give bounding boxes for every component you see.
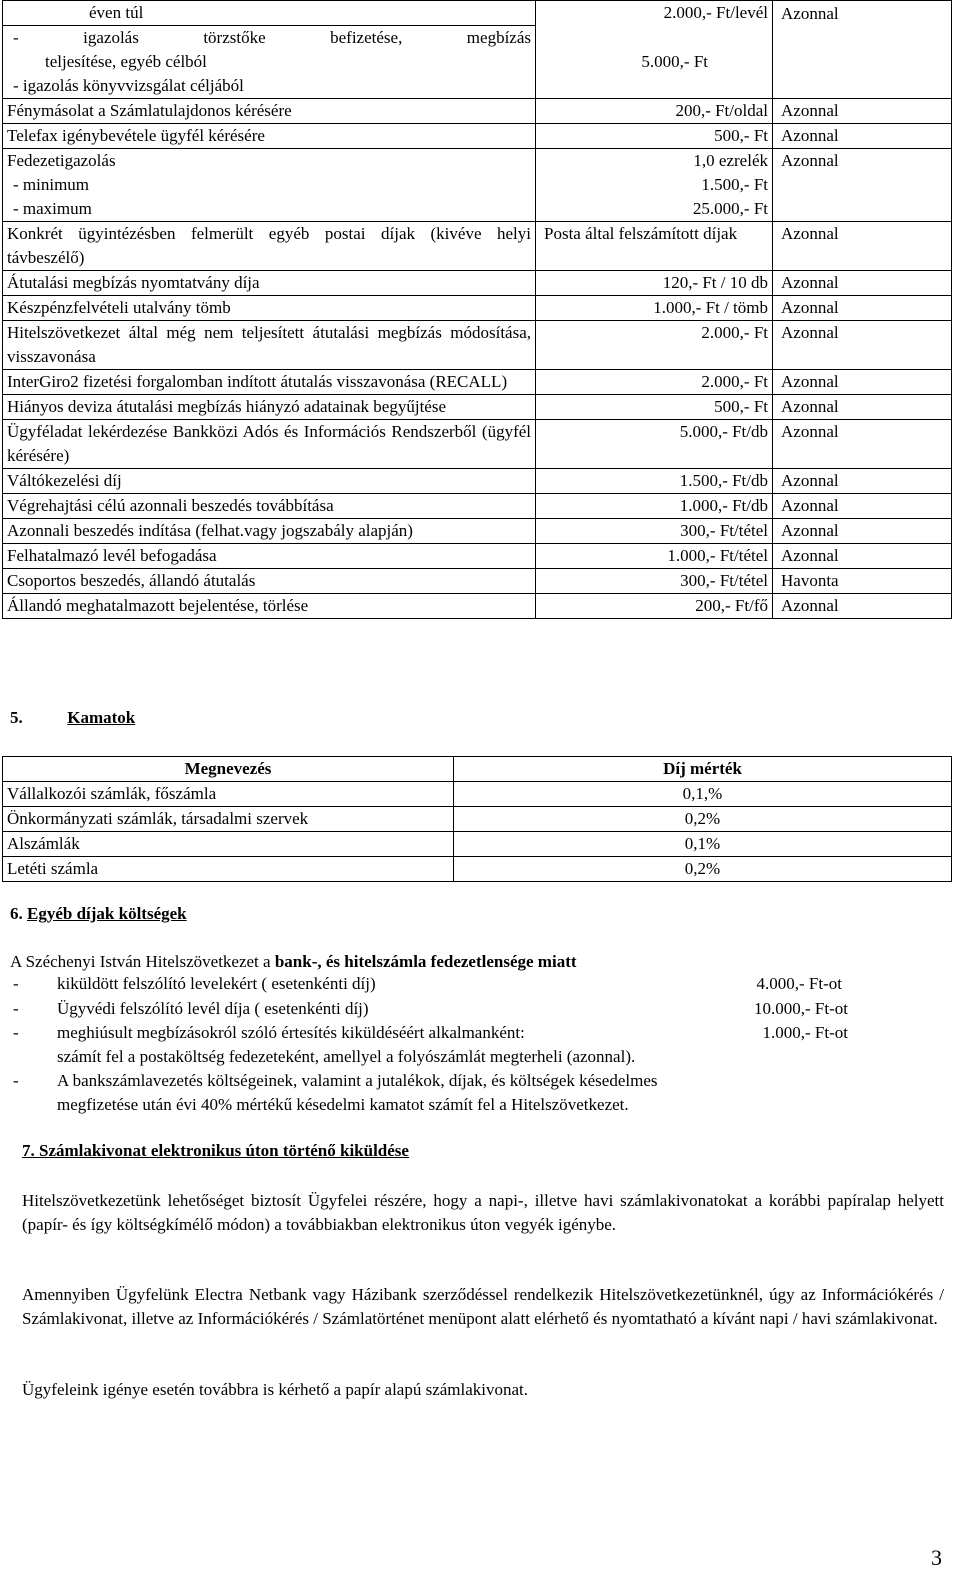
section-7-paragraph-1: Hitelszövetkezetünk lehetőséget biztosít Ügyfelei részére, hogy a napi-, illetve havi számlakivonatokat a korábbi papíralap helyett (papír- és így költségkímélő módon) a továbbiakban elektronikus úton vegyék igénybe. [22, 1191, 944, 1234]
table-row [3, 469, 952, 494]
section-5-heading [10, 708, 135, 728]
fee-when: Azonnal [773, 296, 952, 321]
table-row [3, 395, 952, 420]
table-row [3, 807, 952, 832]
column-header-value: Díj mérték [454, 757, 952, 782]
fee-when: Azonnal [773, 420, 952, 469]
fee-amount: Posta által felszámított díjak [536, 222, 773, 271]
list-text-line: A bankszámlavezetés költségeinek, valamint a jutalékok, díjak, és költségek késedelmes [57, 1071, 658, 1090]
list-item [10, 1069, 890, 1117]
fee-amount: 2.000,- Ft/levél [536, 1, 773, 26]
fee-amount: 120,- Ft / 10 db [536, 271, 773, 296]
fee-desc: Felhatalmazó levél befogadása [3, 544, 536, 569]
fee-desc: InterGiro2 fizetési forgalomban indított átutalás visszavonása (RECALL) [3, 370, 536, 395]
fee-amount: 500,- Ft [536, 395, 773, 420]
table-row [3, 857, 952, 882]
list-text-line: megfizetése után évi 40% mértékű késedelmi kamatot számít fel a Hitelszövetkezet. [57, 1095, 629, 1114]
list-item [10, 1021, 880, 1045]
fee-desc: Konkrét ügyintézésben felmerült egyéb postai díjak (kivéve helyi távbeszélő) [3, 222, 536, 271]
section-7-heading [22, 1141, 409, 1161]
fee-desc-line: - igazolás törzstőke befizetése, megbízás [13, 28, 531, 47]
fee-amount: 1.000,- Ft / tömb [536, 296, 773, 321]
table-row [3, 569, 952, 594]
section-number: 5. [10, 708, 23, 727]
fee-amount: 2.000,- Ft [536, 370, 773, 395]
rate-value: 0,2% [454, 807, 952, 832]
column-header-name: Megnevezés [3, 757, 454, 782]
fee-desc: Hiányos deviza átutalási megbízás hiányzó adatainak begyűjtése [3, 395, 536, 420]
list-amount: 1.000,- Ft-ot [762, 1023, 848, 1042]
rate-name: Letéti számla [3, 857, 454, 882]
table-row [3, 594, 952, 619]
rate-value: 0,1,% [454, 782, 952, 807]
section-title: Egyéb díjak költségek [27, 904, 187, 923]
table-row [3, 544, 952, 569]
fee-desc: Hitelszövetkezet által még nem teljesített átutalási megbízás módosítása, visszavonása [3, 321, 536, 370]
fee-amount: 1.000,- Ft/db [536, 494, 773, 519]
fee-amount: 300,- Ft/tétel [536, 519, 773, 544]
fee-when: Azonnal [773, 99, 952, 124]
fee-amount-line: 1,0 ezrelék [693, 151, 768, 170]
fee-when: Azonnal [773, 519, 952, 544]
fee-amount-value: 5.000,- Ft [641, 51, 708, 71]
section-title: Kamatok [67, 708, 136, 727]
fee-desc-line: - maximum [13, 199, 92, 218]
list-dash: - [13, 974, 19, 993]
fee-desc: Azonnali beszedés indítása (felhat.vagy jogszabály alapján) [3, 519, 536, 544]
list-dash: - [13, 1071, 19, 1090]
table-row [3, 420, 952, 469]
fee-table [2, 0, 952, 619]
fee-when: Azonnal [773, 494, 952, 519]
fee-desc: Váltókezelési díj [3, 469, 536, 494]
fee-desc: Fénymásolat a Számlatulajdonos kérésére [3, 99, 536, 124]
fee-when: Azonnal [773, 594, 952, 619]
fee-amount: 2.000,- Ft [536, 321, 773, 370]
table-row [3, 321, 952, 370]
fee-amount-multiline [536, 149, 773, 222]
list-item [10, 997, 880, 1021]
fee-when: Azonnal [773, 544, 952, 569]
fee-amount-line: 25.000,- Ft [692, 199, 768, 218]
table-row [3, 99, 952, 124]
table-row [3, 124, 952, 149]
section-title: 7. Számlakivonat elektronikus úton történő kiküldése [22, 1141, 409, 1160]
table-row [3, 296, 952, 321]
rate-value: 0,1% [454, 832, 952, 857]
fee-when: Azonnal [773, 321, 952, 370]
fee-amount: 300,- Ft/tétel [536, 569, 773, 594]
fee-when: Havonta [773, 569, 952, 594]
fee-when: Azonnal [773, 149, 952, 222]
table-row [3, 271, 952, 296]
intro-bold: bank-, és hitelszámla fedezetlensége miatt [274, 952, 577, 971]
list-text: kiküldött felszólító levelekért ( esetenkénti díj) [57, 974, 376, 993]
fee-desc-multiline [3, 149, 536, 222]
table-row [3, 494, 952, 519]
fee-when: Azonnal [773, 469, 952, 494]
table-row [3, 26, 952, 99]
fee-desc: Készpénzfelvételi utalvány tömb [3, 296, 536, 321]
fee-amount: 200,- Ft/oldal [536, 99, 773, 124]
fee-desc-line: - igazolás könyvvizsgálat céljából [13, 76, 244, 95]
list-text: Ügyvédi felszólító levél díja ( esetenkénti díj) [57, 999, 369, 1018]
table-row [3, 832, 952, 857]
fee-when: Azonnal [773, 370, 952, 395]
table-row [3, 782, 952, 807]
section-6-heading [10, 904, 187, 924]
table-row [3, 149, 952, 222]
list-dash: - [13, 999, 19, 1018]
fee-desc-line: Fedezetigazolás [7, 151, 116, 170]
list-text: meghiúsult megbízásokról szóló értesítés kiküldéséért alkalmanként: [57, 1023, 525, 1042]
list-amount: 10.000,- Ft-ot [754, 999, 848, 1018]
rate-name: Alszámlák [3, 832, 454, 857]
fee-amount: 500,- Ft [536, 124, 773, 149]
fee-desc: éven túl [3, 1, 536, 26]
rates-table [2, 756, 952, 882]
fee-when-value: Azonnal [781, 3, 839, 23]
section-7-paragraph-3: Ügyfeleink igénye esetén továbbra is kérhető a papír alapú számlakivonat. [22, 1380, 529, 1399]
fee-desc: Átutalási megbízás nyomtatvány díja [3, 271, 536, 296]
fee-amount [536, 26, 773, 99]
list-dash: - [13, 1023, 19, 1042]
fee-when: Azonnal [773, 271, 952, 296]
list-text-multiline [57, 1069, 890, 1117]
fee-amount-line: 1.500,- Ft [701, 175, 768, 194]
rate-name: Önkormányzati számlák, társadalmi szervek [3, 807, 454, 832]
rate-value: 0,2% [454, 857, 952, 882]
rate-name: Vállalkozói számlák, főszámla [3, 782, 454, 807]
fee-desc: Végrehajtási célú azonnali beszedés továbbítása [3, 494, 536, 519]
section-7-paragraph-2: Amennyiben Ügyfelünk Electra Netbank vagy Házibank szerződéssel rendelkezik Hitelszövetkezetünknél, úgy az Információkérés / Számlakivonat, illetve az Információkérés / Számlatörténet menüpont alatt elérhető és nyomtatható a kívánt napi / havi számlakivonat. [22, 1285, 944, 1328]
fee-amount: 1.000,- Ft/tétel [536, 544, 773, 569]
fee-when: Azonnal [773, 395, 952, 420]
fee-amount: 200,- Ft/fő [536, 594, 773, 619]
table-row [3, 519, 952, 544]
fee-desc-line: - minimum [13, 175, 90, 194]
spacer [540, 26, 768, 50]
section-6-tail: számít fel a postaköltség fedezeteként, amellyel a folyószámlát megterheli (azonnal). [57, 1047, 636, 1066]
section-6-intro [10, 950, 945, 974]
fee-desc-multiline [3, 26, 536, 99]
section-number: 6. [10, 904, 23, 923]
fee-amount: 5.000,- Ft/db [536, 420, 773, 469]
page-number: 3 [931, 1545, 942, 1570]
table-header-row [3, 757, 952, 782]
fee-amount: 1.500,- Ft/db [536, 469, 773, 494]
fee-when [773, 3, 952, 99]
list-amount: 4.000,- Ft-ot [756, 974, 842, 993]
fee-when: Azonnal [773, 222, 952, 271]
fee-desc: Ügyféladat lekérdezése Bankközi Adós és Információs Rendszerből (ügyfél kérésére) [3, 420, 536, 469]
fee-desc: Telefax igénybevétele ügyfél kérésére [3, 124, 536, 149]
list-item [10, 972, 880, 996]
fee-desc: Csoportos beszedés, állandó átutalás [3, 569, 536, 594]
table-row [3, 370, 952, 395]
fee-desc-line: teljesítése, egyéb célból [45, 52, 207, 71]
fee-when: Azonnal [773, 124, 952, 149]
table-row [3, 222, 952, 271]
intro-text: A Széchenyi István Hitelszövetkezet a [10, 952, 275, 971]
fee-desc: Állandó meghatalmazott bejelentése, törlése [3, 594, 536, 619]
